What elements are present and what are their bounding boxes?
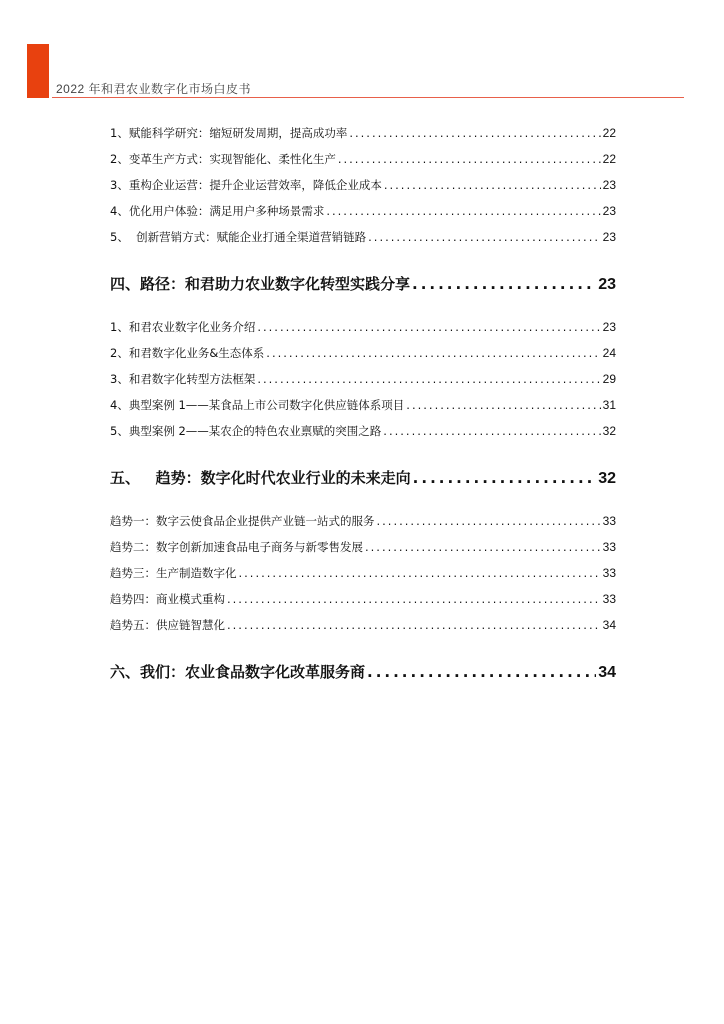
- toc-leader-dots: [257, 314, 600, 340]
- toc-section-label: 六、我们：农业食品数字化改革服务商: [110, 663, 366, 681]
- toc-entry[interactable]: [110, 198, 616, 224]
- toc-entry[interactable]: [110, 534, 616, 560]
- toc-entry-page: 33: [602, 514, 616, 528]
- toc-entry-label: 3、和君数字化转型方法框架: [110, 372, 256, 386]
- toc-leader-dots: [367, 652, 596, 692]
- toc-entry[interactable]: [110, 612, 616, 638]
- header-accent-bar: [27, 44, 49, 98]
- toc-entry-label: 趋势一：数字云使食品企业提供产业链一站式的服务: [110, 514, 375, 528]
- toc-leader-dots: [368, 224, 601, 250]
- toc-leader-dots: [377, 508, 601, 534]
- toc-entry-label: 趋势二：数字创新加速食品电子商务与新零售发展: [110, 540, 363, 554]
- toc-leader-dots: [383, 418, 600, 444]
- toc-entry[interactable]: [110, 340, 616, 366]
- toc-entry-label: 4、典型案例 1——某食品上市公司数字化供应链体系项目: [110, 398, 405, 412]
- toc-entry-page: 29: [602, 372, 616, 386]
- toc-leader-dots: [257, 366, 600, 392]
- toc-section-page: 32: [598, 470, 616, 487]
- toc-entry-label: 1、赋能科学研究：缩短研发周期，提高成功率: [110, 126, 348, 140]
- toc-entry-label: 2、变革生产方式：实现智能化、柔性化生产: [110, 152, 336, 166]
- toc-entry-page: 32: [602, 424, 616, 438]
- toc-entry-page: 23: [602, 204, 616, 218]
- toc-entry[interactable]: [110, 586, 616, 612]
- toc-entry-page: 24: [602, 346, 616, 360]
- toc-entry-page: 23: [602, 178, 616, 192]
- toc-entry-label: 趋势三：生产制造数字化: [110, 566, 237, 580]
- toc-leader-dots: [266, 340, 600, 366]
- toc-entry-page: 34: [602, 618, 616, 632]
- toc-leader-dots: [412, 264, 596, 304]
- toc-entry-page: 23: [602, 320, 616, 334]
- toc-leader-dots: [227, 612, 601, 638]
- toc-entry-label: 5、典型案例 2——某农企的特色农业禀赋的突围之路: [110, 424, 382, 438]
- document-header-title: 2022 年和君农业数字化市场白皮书: [56, 82, 252, 96]
- toc-section-label: 五、 趋势：数字化时代农业行业的未来走向: [110, 469, 411, 487]
- toc-section-page: 34: [598, 664, 616, 681]
- toc-section-label: 四、路径：和君助力农业数字化转型实践分享: [110, 275, 411, 293]
- toc-entry[interactable]: [110, 224, 616, 250]
- table-of-contents: [110, 120, 616, 692]
- toc-entry-label: 趋势五：供应链智慧化: [110, 618, 225, 632]
- toc-entry-label: 4、优化用户体验：满足用户多种场景需求: [110, 204, 325, 218]
- toc-leader-dots: [349, 120, 600, 146]
- toc-entry[interactable]: [110, 120, 616, 146]
- toc-entry[interactable]: [110, 172, 616, 198]
- toc-leader-dots: [413, 458, 597, 498]
- toc-leader-dots: [384, 172, 601, 198]
- toc-entry-page: 23: [602, 230, 616, 244]
- toc-entry[interactable]: [110, 366, 616, 392]
- toc-entry-page: 33: [602, 540, 616, 554]
- toc-section-heading[interactable]: [110, 458, 616, 498]
- toc-leader-dots: [365, 534, 601, 560]
- toc-entry-label: 5、 创新营销方式：赋能企业打通全渠道营销链路: [110, 230, 367, 244]
- toc-leader-dots: [406, 392, 600, 418]
- toc-entry-label: 趋势四：商业模式重构: [110, 592, 225, 606]
- toc-entry-page: 22: [602, 152, 616, 166]
- toc-section-heading[interactable]: [110, 264, 616, 304]
- toc-entry-label: 1、和君农业数字化业务介绍: [110, 320, 256, 334]
- header-divider: [52, 97, 684, 98]
- toc-entry[interactable]: [110, 314, 616, 340]
- toc-entry-page: 33: [602, 592, 616, 606]
- toc-leader-dots: [239, 560, 601, 586]
- toc-entry[interactable]: [110, 392, 616, 418]
- toc-entry-page: 33: [602, 566, 616, 580]
- toc-entry[interactable]: [110, 146, 616, 172]
- toc-leader-dots: [326, 198, 600, 224]
- toc-entry[interactable]: [110, 508, 616, 534]
- toc-entry-label: 3、重构企业运营：提升企业运营效率，降低企业成本: [110, 178, 382, 192]
- toc-section-heading[interactable]: [110, 652, 616, 692]
- toc-leader-dots: [338, 146, 601, 172]
- toc-leader-dots: [227, 586, 601, 612]
- toc-entry[interactable]: [110, 418, 616, 444]
- toc-entry-page: 31: [602, 398, 616, 412]
- toc-entry-page: 22: [602, 126, 616, 140]
- toc-entry[interactable]: [110, 560, 616, 586]
- toc-section-page: 23: [598, 276, 616, 293]
- toc-entry-label: 2、和君数字化业务&生态体系: [110, 346, 265, 360]
